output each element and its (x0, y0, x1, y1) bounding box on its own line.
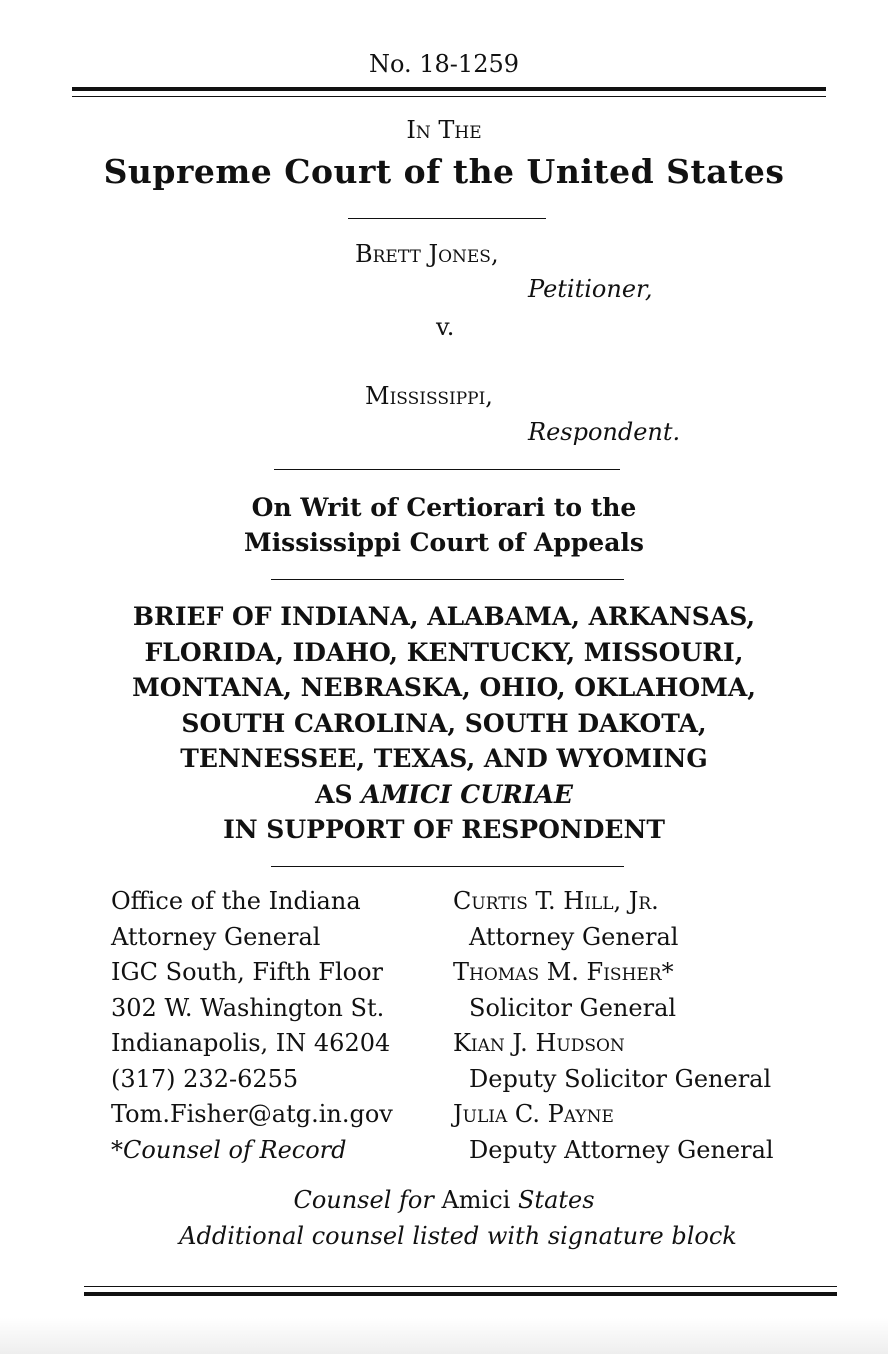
additional-counsel-note: Additional counsel listed with signature block (179, 1222, 737, 1250)
writ-line: On Writ of Certiorari to the (251, 493, 637, 522)
office-line: Indianapolis, IN 46204 (111, 1029, 391, 1057)
respondent-role: Respondent. (528, 418, 681, 446)
as-word: AS (315, 779, 353, 809)
amici-curiae: AMICI CURIAE (361, 779, 573, 809)
attorney-name: Julia C. Payne (453, 1100, 614, 1128)
brief-title (0, 599, 888, 848)
case-number: No. 18-1259 (368, 50, 519, 78)
respondent-name: Mississippi, (365, 382, 493, 410)
bottom-double-rule-lower (84, 1292, 837, 1296)
office-line: Office of the Indiana (111, 887, 361, 915)
brief-title-line: MONTANA, NEBRASKA, OHIO, OKLAHOMA, (132, 673, 756, 702)
divider-rule (348, 218, 546, 219)
office-email: Tom.Fisher@atg.in.gov (111, 1100, 393, 1128)
counsel-for-prefix: Counsel for (293, 1186, 434, 1214)
counsel-for-states: States (517, 1186, 595, 1214)
versus: v. (436, 313, 455, 341)
brief-title-line: SOUTH CAROLINA, SOUTH DAKOTA, (181, 708, 707, 738)
court-name: Supreme Court of the United States (103, 152, 785, 191)
divider-rule (271, 866, 624, 867)
office-line: IGC South, Fifth Floor (111, 958, 383, 986)
attorney-title: Deputy Attorney General (469, 1135, 774, 1164)
amici-line (0, 777, 888, 813)
petitioner-role: Petitioner, (528, 275, 653, 303)
counsel-of-record-note: *Counsel of Record (111, 1135, 347, 1164)
in-the-heading: In The (406, 116, 482, 144)
counsel-for-line (0, 1182, 888, 1218)
attorney-title: Attorney General (469, 922, 679, 951)
attorney-name: Thomas M. Fisher* (453, 958, 674, 986)
writ-caption (0, 490, 888, 560)
page-bottom-shadow (0, 1318, 888, 1354)
divider-rule (271, 579, 624, 580)
brief-title-line: BRIEF OF INDIANA, ALABAMA, ARKANSAS, (132, 602, 756, 631)
brief-title-line: TENNESSEE, TEXAS, AND WYOMING (180, 744, 708, 773)
attorney-name: Curtis T. Hill, Jr. (453, 887, 659, 915)
top-double-rule-upper (72, 87, 826, 91)
attorney-name: Kian J. Hudson (453, 1029, 625, 1057)
bottom-double-rule-upper (84, 1286, 837, 1287)
office-line: 302 W. Washington St. (111, 993, 385, 1022)
counsel-for-amici: Amici (441, 1186, 511, 1214)
petitioner-name: Brett Jones, (355, 240, 499, 268)
office-phone: (317) 232-6255 (111, 1064, 299, 1093)
brief-title-line: FLORIDA, IDAHO, KENTUCKY, MISSOURI, (144, 637, 744, 667)
attorney-title: Deputy Solicitor General (469, 1064, 772, 1093)
divider-rule (274, 469, 620, 470)
brief-title-line: IN SUPPORT OF RESPONDENT (223, 815, 665, 844)
attorney-title: Solicitor General (469, 993, 677, 1022)
office-address-block (111, 884, 393, 1168)
office-line: Attorney General (111, 922, 321, 951)
writ-line: Mississippi Court of Appeals (244, 528, 644, 557)
top-double-rule-lower (72, 96, 826, 97)
attorney-list (453, 884, 774, 1168)
